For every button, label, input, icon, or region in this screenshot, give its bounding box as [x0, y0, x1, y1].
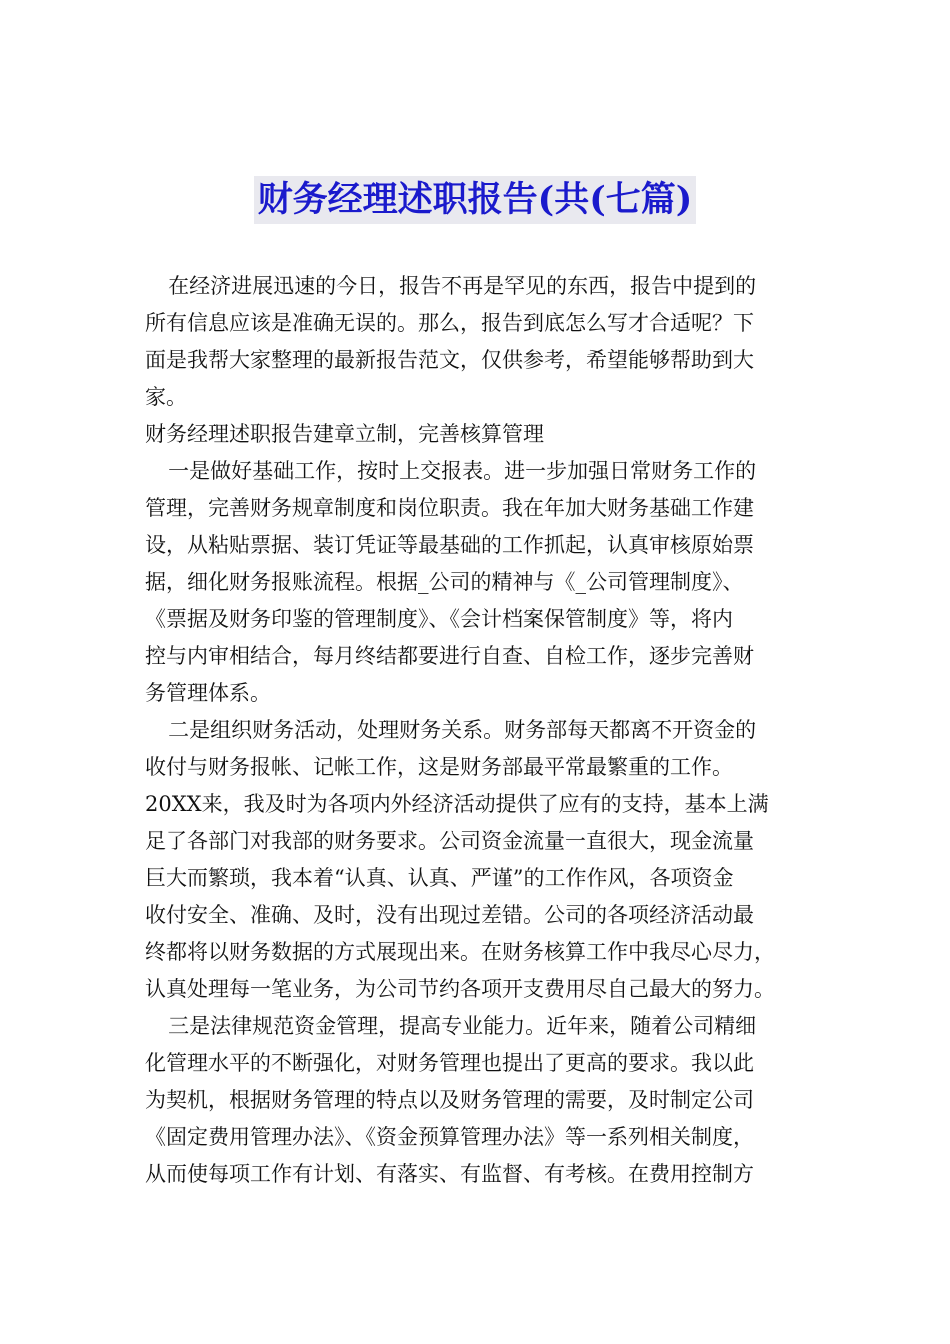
text-line: 设，从粘贴票据、装订凭证等最基础的工作抓起，认真审核原始票 — [145, 533, 754, 557]
text-line: 收付安全、准确、及时，没有出现过差错。公司的各项经济活动最 — [145, 903, 754, 927]
text-line: 《固定费用管理办法》、《资金预算管理办法》等一系列相关制度， — [145, 1125, 754, 1149]
text-line: 20XX来，我及时为各项内外经济活动提供了应有的支持，基本上满 — [145, 792, 769, 816]
document-body — [145, 268, 810, 1193]
text-line: 收付与财务报帐、记帐工作，这是财务部最平常最繁重的工作。 — [145, 755, 733, 779]
text-line: 务管理体系。 — [145, 681, 271, 705]
text-line: 面是我帮大家整理的最新报告范文，仅供参考，希望能够帮助到大 — [145, 348, 754, 372]
text-line: 认真处理每一笔业务，为公司节约各项开支费用尽自己最大的努力。 — [145, 977, 775, 1001]
text-line: 足了各部门对我部的财务要求。公司资金流量一直很大，现金流量 — [145, 829, 754, 853]
text-line: 为契机，根据财务管理的特点以及财务管理的需要，及时制定公司 — [145, 1088, 754, 1112]
body-paragraph — [145, 1008, 810, 1193]
text-line: 家。 — [145, 385, 187, 409]
text-line: 管理，完善财务规章制度和岗位职责。我在年加大财务基础工作建 — [145, 496, 754, 520]
text-line: 《票据及财务印鉴的管理制度》、《会计档案保管制度》等，将内 — [145, 607, 733, 631]
text-line: 在经济进展迅速的今日，报告不再是罕见的东西，报告中提到的 — [168, 274, 757, 298]
text-line: 三是法律规范资金管理，提高专业能力。近年来，随着公司精细 — [168, 1014, 757, 1038]
text-line: 终都将以财务数据的方式展现出来。在财务核算工作中我尽心尽力， — [145, 940, 775, 964]
document-title: 财务经理述职报告(共(七篇) — [254, 176, 697, 224]
text-line: 二是组织财务活动，处理财务关系。财务部每天都离不开资金的 — [168, 718, 757, 742]
text-line: 控与内审相结合，每月终结都要进行自查、自检工作，逐步完善财 — [145, 644, 754, 668]
title-container — [0, 176, 950, 224]
text-line: 一是做好基础工作，按时上交报表。进一步加强日常财务工作的 — [168, 459, 757, 483]
body-paragraph — [145, 453, 810, 712]
text-line: 化管理水平的不断强化，对财务管理也提出了更高的要求。我以此 — [145, 1051, 754, 1075]
text-line: 据，细化财务报账流程。根据_公司的精神与《_公司管理制度》、 — [145, 570, 744, 594]
text-line: 所有信息应该是准确无误的。那么，报告到底怎么写才合适呢？下 — [145, 311, 754, 335]
text-line: 巨大而繁琐，我本着“认真、认真、严谨”的工作作风，各项资金 — [145, 866, 734, 890]
text-line: 财务经理述职报告建章立制，完善核算管理 — [145, 422, 544, 446]
section-heading — [145, 416, 810, 453]
text-line: 从而使每项工作有计划、有落实、有监督、有考核。在费用控制方 — [145, 1162, 754, 1186]
body-paragraph — [145, 268, 810, 416]
body-paragraph — [145, 712, 810, 1008]
